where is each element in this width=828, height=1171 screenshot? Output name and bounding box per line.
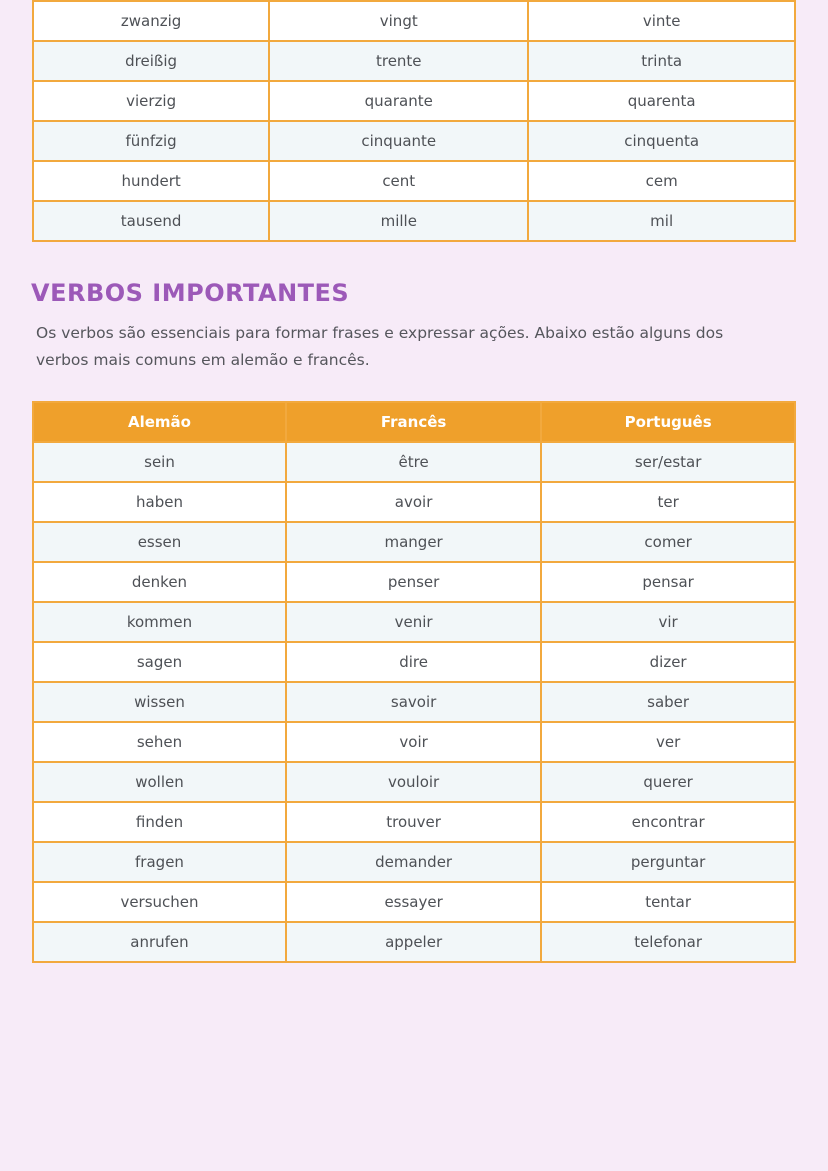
table-cell: dreißig xyxy=(33,41,269,81)
table-cell: zwanzig xyxy=(33,1,269,41)
table-cell: denken xyxy=(33,562,286,602)
table-cell: essayer xyxy=(286,882,541,922)
table-cell: cent xyxy=(269,161,528,201)
table-cell: quarenta xyxy=(528,81,795,121)
table-row xyxy=(33,201,795,241)
table-cell: fragen xyxy=(33,842,286,882)
column-header: Português xyxy=(541,402,795,442)
table-cell: sagen xyxy=(33,642,286,682)
table-cell: avoir xyxy=(286,482,541,522)
table-cell: pensar xyxy=(541,562,795,602)
table-cell: demander xyxy=(286,842,541,882)
table-cell: querer xyxy=(541,762,795,802)
table-cell: ter xyxy=(541,482,795,522)
verbs-table-body xyxy=(33,442,795,962)
table-cell: haben xyxy=(33,482,286,522)
table-row xyxy=(33,602,795,642)
table-row xyxy=(33,682,795,722)
table-row xyxy=(33,81,795,121)
table-cell: hundert xyxy=(33,161,269,201)
table-cell: savoir xyxy=(286,682,541,722)
table-cell: telefonar xyxy=(541,922,795,962)
table-cell: sein xyxy=(33,442,286,482)
numbers-table xyxy=(32,0,796,242)
table-row xyxy=(33,482,795,522)
table-cell: vir xyxy=(541,602,795,642)
table-row xyxy=(33,722,795,762)
table-cell: voir xyxy=(286,722,541,762)
table-cell: ver xyxy=(541,722,795,762)
table-cell: cinquenta xyxy=(528,121,795,161)
table-cell: cinquante xyxy=(269,121,528,161)
table-row xyxy=(33,1,795,41)
table-row xyxy=(33,802,795,842)
table-cell: quarante xyxy=(269,81,528,121)
table-cell: essen xyxy=(33,522,286,562)
table-cell: vinte xyxy=(528,1,795,41)
table-cell: dizer xyxy=(541,642,795,682)
table-cell: anrufen xyxy=(33,922,286,962)
table-cell: venir xyxy=(286,602,541,642)
table-cell: dire xyxy=(286,642,541,682)
table-cell: encontrar xyxy=(541,802,795,842)
table-cell: wollen xyxy=(33,762,286,802)
numbers-table-container xyxy=(0,0,828,257)
table-row xyxy=(33,642,795,682)
column-header: Alemão xyxy=(33,402,286,442)
table-row xyxy=(33,882,795,922)
column-header: Francês xyxy=(286,402,541,442)
table-cell: ser/estar xyxy=(541,442,795,482)
header-row xyxy=(33,402,795,442)
table-cell: cem xyxy=(528,161,795,201)
table-cell: trouver xyxy=(286,802,541,842)
table-cell: trente xyxy=(269,41,528,81)
table-cell: fünfzig xyxy=(33,121,269,161)
table-cell: comer xyxy=(541,522,795,562)
table-cell: perguntar xyxy=(541,842,795,882)
table-cell: penser xyxy=(286,562,541,602)
table-row xyxy=(33,562,795,602)
verbs-table-head xyxy=(33,402,795,442)
table-cell: tausend xyxy=(33,201,269,241)
table-cell: mil xyxy=(528,201,795,241)
table-cell: être xyxy=(286,442,541,482)
section-description: Os verbos são essenciais para formar frases e expressar ações. Abaixo estão alguns dos verbos mais comuns em alemão e francês. xyxy=(36,324,724,369)
table-cell: manger xyxy=(286,522,541,562)
table-cell: mille xyxy=(269,201,528,241)
table-row xyxy=(33,522,795,562)
table-cell: kommen xyxy=(33,602,286,642)
table-cell: saber xyxy=(541,682,795,722)
table-cell: vouloir xyxy=(286,762,541,802)
table-row xyxy=(33,41,795,81)
table-cell: vierzig xyxy=(33,81,269,121)
table-cell: sehen xyxy=(33,722,286,762)
numbers-table-body xyxy=(33,0,795,241)
table-cell: finden xyxy=(33,802,286,842)
table-row xyxy=(33,842,795,882)
table-cell: appeler xyxy=(286,922,541,962)
table-row xyxy=(33,922,795,962)
table-row xyxy=(33,121,795,161)
section-title: VERBOS IMPORTANTES xyxy=(31,279,350,307)
table-cell: vingt xyxy=(269,1,528,41)
table-cell: versuchen xyxy=(33,882,286,922)
table-row xyxy=(33,762,795,802)
table-row xyxy=(33,161,795,201)
table-cell: wissen xyxy=(33,682,286,722)
verbs-table xyxy=(32,401,796,963)
table-row xyxy=(33,442,795,482)
table-cell: tentar xyxy=(541,882,795,922)
table-cell: trinta xyxy=(528,41,795,81)
